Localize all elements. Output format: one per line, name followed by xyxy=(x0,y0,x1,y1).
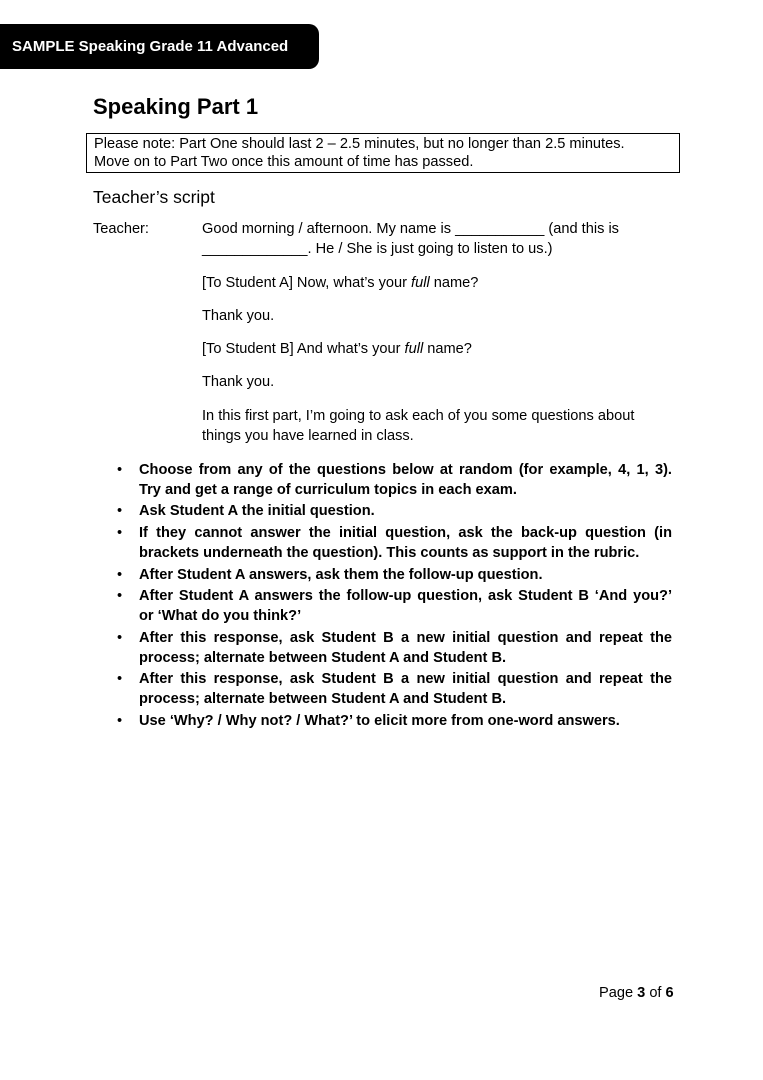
script-thanks-2: Thank you. xyxy=(202,374,275,390)
script-student-a-question xyxy=(202,273,478,293)
instruction-line: After this response, ask Student B a new initial question and repeat the xyxy=(139,671,672,687)
instruction-line: brackets underneath the question). This counts as support in the rubric. xyxy=(139,545,640,561)
timing-note-line-1: Please note: Part One should last 2 – 2.5 minutes, but no longer than 2.5 minutes. xyxy=(94,136,625,152)
bullet-icon: • xyxy=(117,713,123,729)
script-intro-line-1: In this first part, I’m going to ask each of you some questions about xyxy=(202,408,635,424)
script-student-b-emphasis: full xyxy=(404,341,424,357)
script-student-b-question xyxy=(202,339,472,359)
document-header-tab xyxy=(0,24,319,69)
script-thanks-1: Thank you. xyxy=(202,308,275,324)
bullet-icon: • xyxy=(117,525,123,541)
script-student-a-suffix: name? xyxy=(429,275,479,291)
script-greeting-line-2: _____________. He / She is just going to listen to us.) xyxy=(202,241,553,257)
script-student-a-emphasis: full xyxy=(411,275,430,291)
bullet-icon: • xyxy=(117,462,123,478)
timing-note-box xyxy=(86,133,680,173)
bullet-icon: • xyxy=(117,630,123,646)
bullet-icon: • xyxy=(117,503,123,519)
instruction-line: Choose from any of the questions below at random (for example, 4, 1, 3). xyxy=(139,462,672,478)
of-word: of xyxy=(645,985,666,1001)
instruction-line: If they cannot answer the initial question, ask the back-up question (in xyxy=(139,525,672,541)
bullet-icon: • xyxy=(117,567,123,583)
instruction-line: process; alternate between Student A and Student B. xyxy=(139,650,507,666)
script-student-b-suffix: name? xyxy=(423,341,472,357)
instruction-line: After Student A answers, ask them the follow-up question. xyxy=(139,567,543,583)
total-page-count: 6 xyxy=(665,985,674,1001)
document-header-label: SAMPLE Speaking Grade 11 Advanced xyxy=(12,38,289,55)
page-title: Speaking Part 1 xyxy=(93,94,259,119)
current-page-number: 3 xyxy=(637,985,646,1001)
script-student-b-prefix: [To Student B] And what’s your xyxy=(202,341,405,357)
instruction-line: Ask Student A the initial question. xyxy=(139,503,375,519)
script-intro-line-2: things you have learned in class. xyxy=(202,428,414,444)
timing-note-line-2: Move on to Part Two once this amount of time has passed. xyxy=(94,153,474,170)
instruction-line: After this response, ask Student B a new initial question and repeat the xyxy=(139,630,672,646)
page-number xyxy=(599,983,674,1003)
bullet-icon: • xyxy=(117,671,123,687)
instruction-line: Try and get a range of curriculum topics in each exam. xyxy=(139,482,517,498)
page-word: Page xyxy=(599,985,638,1001)
bullet-icon: • xyxy=(117,588,123,604)
instruction-line: process; alternate between Student A and Student B. xyxy=(139,691,507,707)
instruction-line: Use ‘Why? / Why not? / What?’ to elicit more from one-word answers. xyxy=(139,713,620,729)
section-heading: Teacher’s script xyxy=(93,187,215,207)
instruction-line: or ‘What do you think?’ xyxy=(139,608,302,624)
teacher-label: Teacher: xyxy=(93,221,149,237)
script-student-a-prefix: [To Student A] Now, what’s your xyxy=(202,275,412,291)
script-greeting-line-1: Good morning / afternoon. My name is ___________ (and this is xyxy=(202,221,619,237)
instruction-line: After Student A answers the follow-up question, ask Student B ‘And you?’ xyxy=(139,588,672,604)
